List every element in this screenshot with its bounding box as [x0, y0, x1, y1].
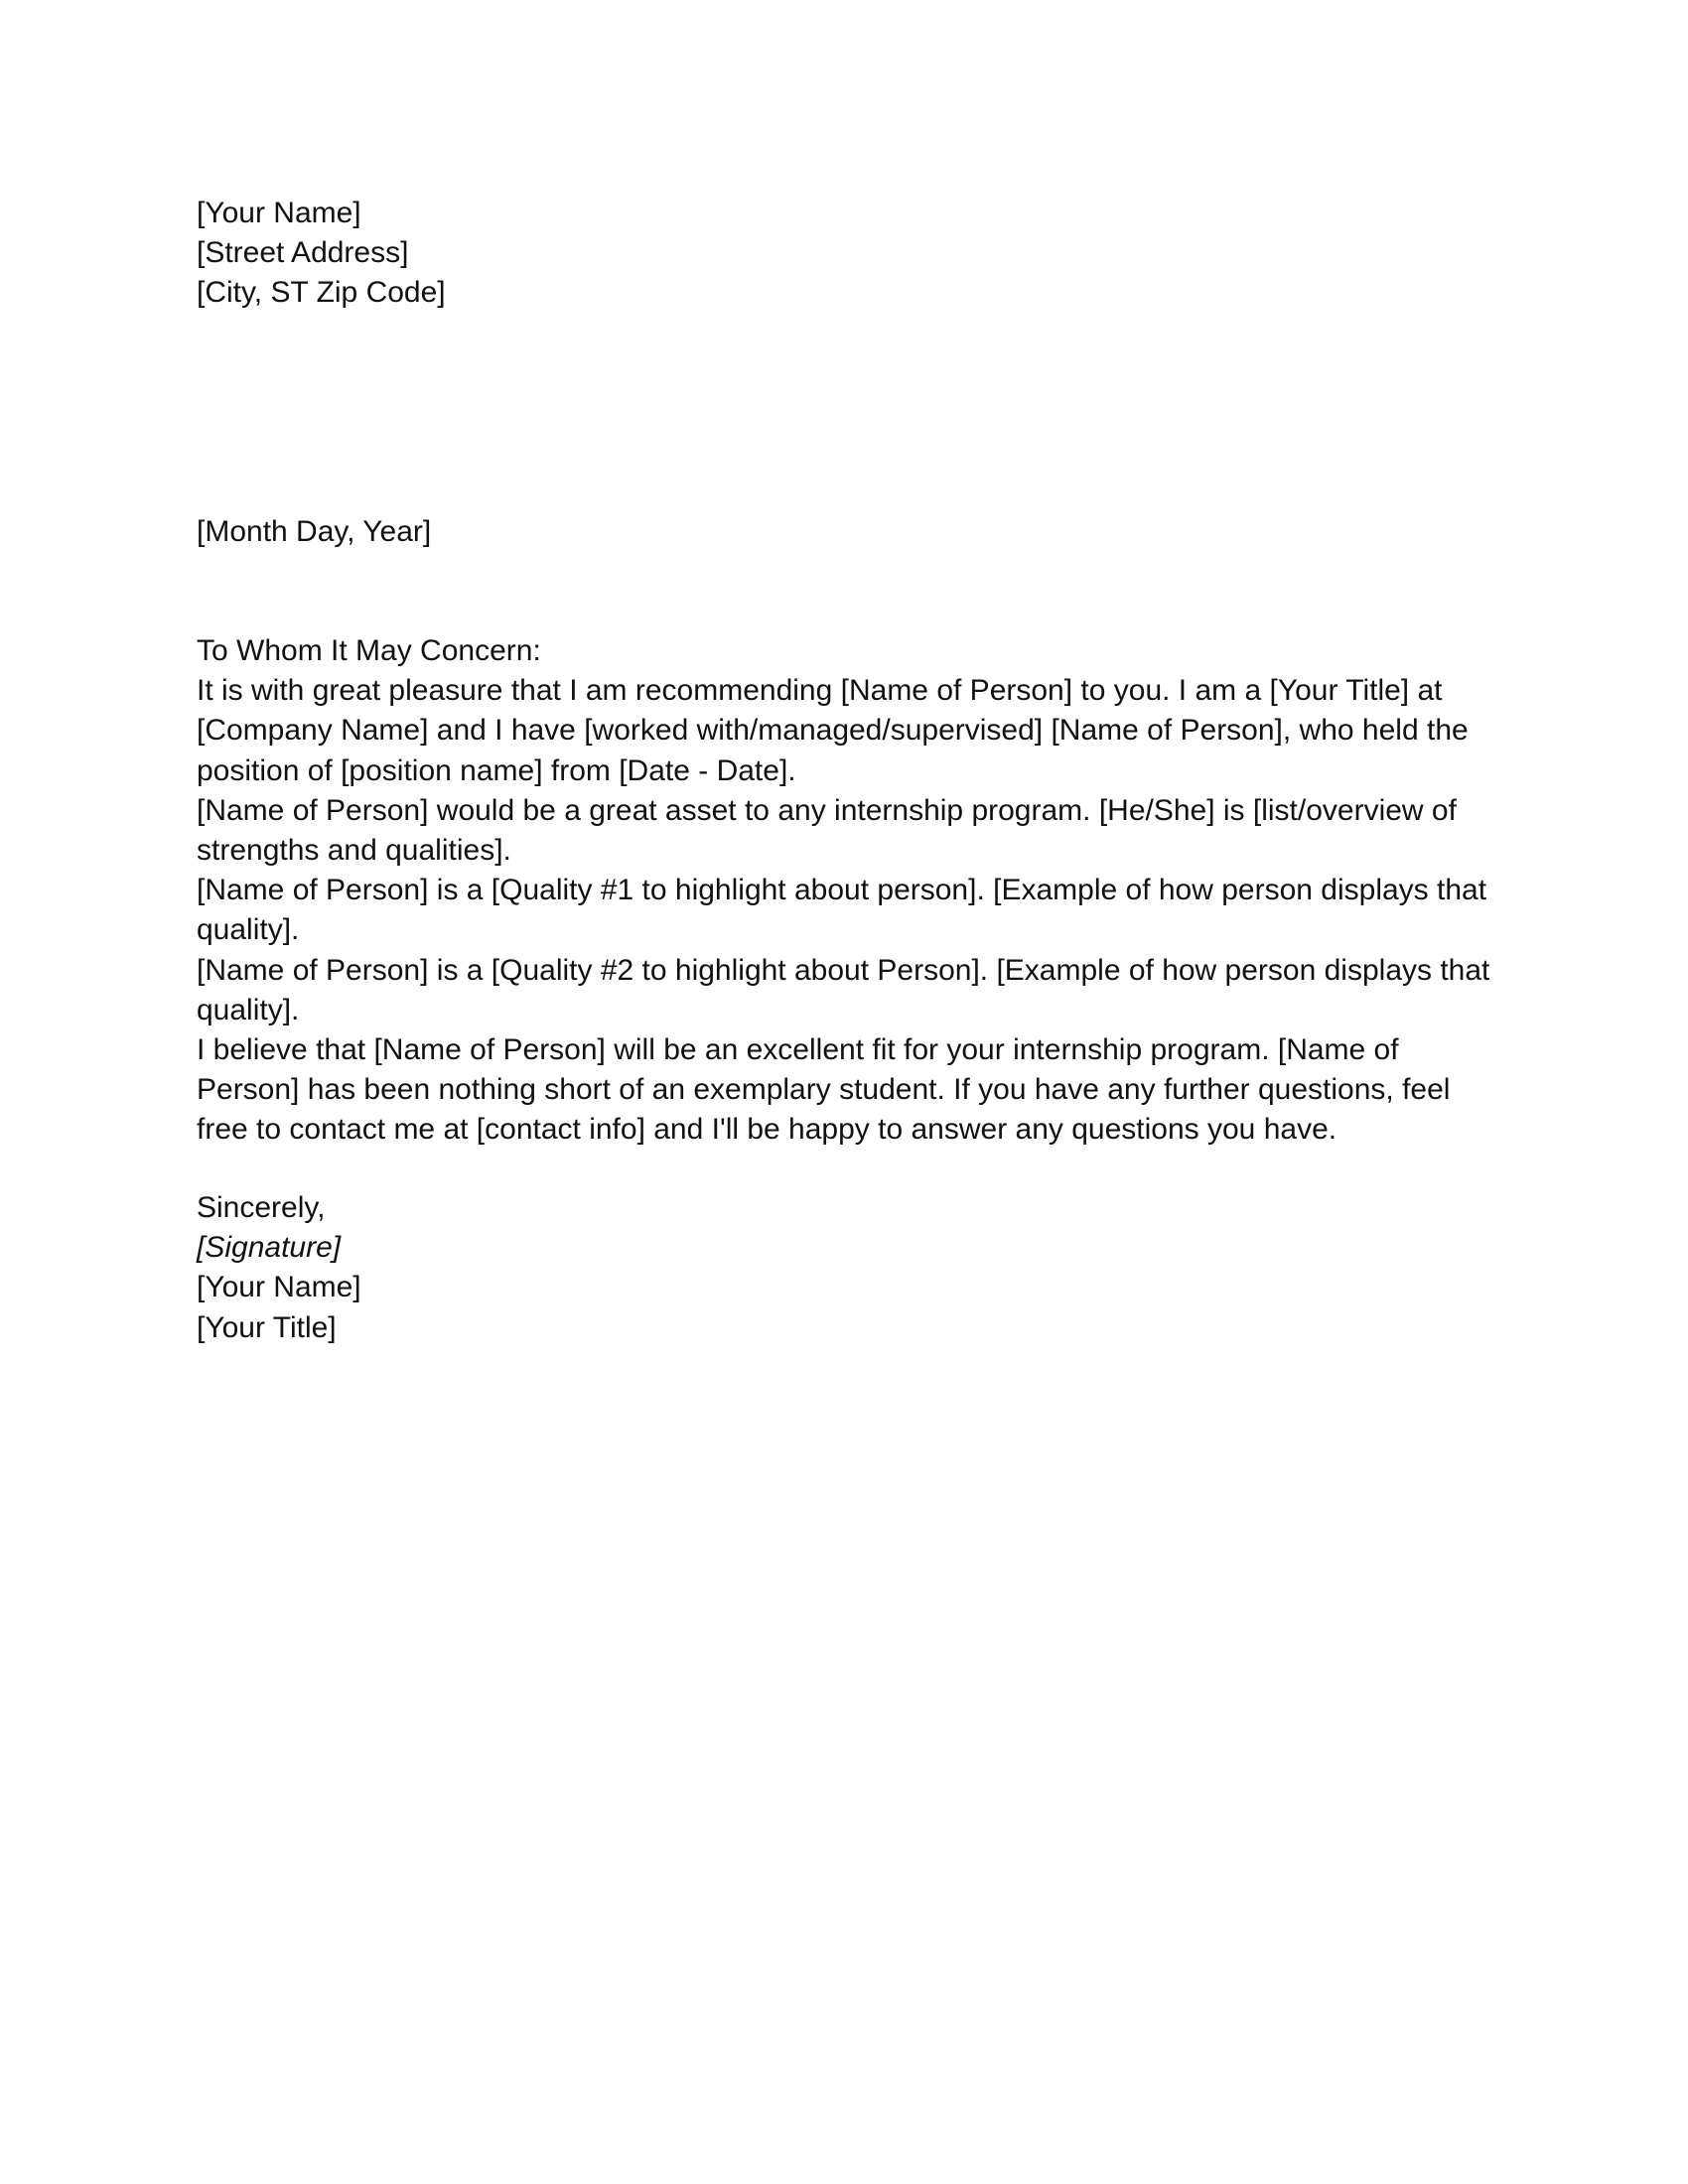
body-paragraph-1: It is with great pleasure that I am recommending [Name of Person] to you. I am a [Your Title] at [Company Name] and I have [worked with/managed/supervised] [Name of Person], who held the position of [position name] from [Date - Date].: [197, 674, 1469, 787]
closing-title: [Your Title]: [197, 1310, 337, 1344]
sender-street: [Street Address]: [197, 236, 409, 270]
body-paragraph-4: [Name of Person] is a [Quality #2 to highlight about Person]. [Example of how person displays that quality].: [197, 953, 1490, 1026]
letter-body: [197, 631, 1497, 1151]
sender-name: [Your Name]: [197, 197, 361, 229]
closing-name: [Your Name]: [197, 1271, 361, 1304]
sender-city-state-zip: [City, ST Zip Code]: [197, 276, 446, 310]
signature: [Signature]: [197, 1231, 342, 1265]
valediction: Sincerely,: [197, 1191, 326, 1224]
body-paragraph-2: [Name of Person] would be a great asset to any internship program. [He/She] is [list/overview of strengths and qualities].: [197, 793, 1457, 868]
body-paragraph-5: I believe that [Name of Person] will be an excellent fit for your internship program. [Name of Person] has been nothing short of an exemplary student. If you have any further questions, feel free to contact me at [contact info] and I'll be happy to answer any questions you have.: [197, 1033, 1451, 1147]
sender-address: [197, 194, 1497, 314]
body-paragraph-3: [Name of Person] is a [Quality #1 to highlight about person]. [Example of how person displays that quality].: [197, 874, 1487, 947]
letter-date: [Month Day, Year]: [197, 515, 432, 548]
salutation: To Whom It May Concern:: [197, 634, 541, 667]
letter-date-block: [197, 512, 1497, 552]
closing-block: [197, 1188, 1497, 1348]
